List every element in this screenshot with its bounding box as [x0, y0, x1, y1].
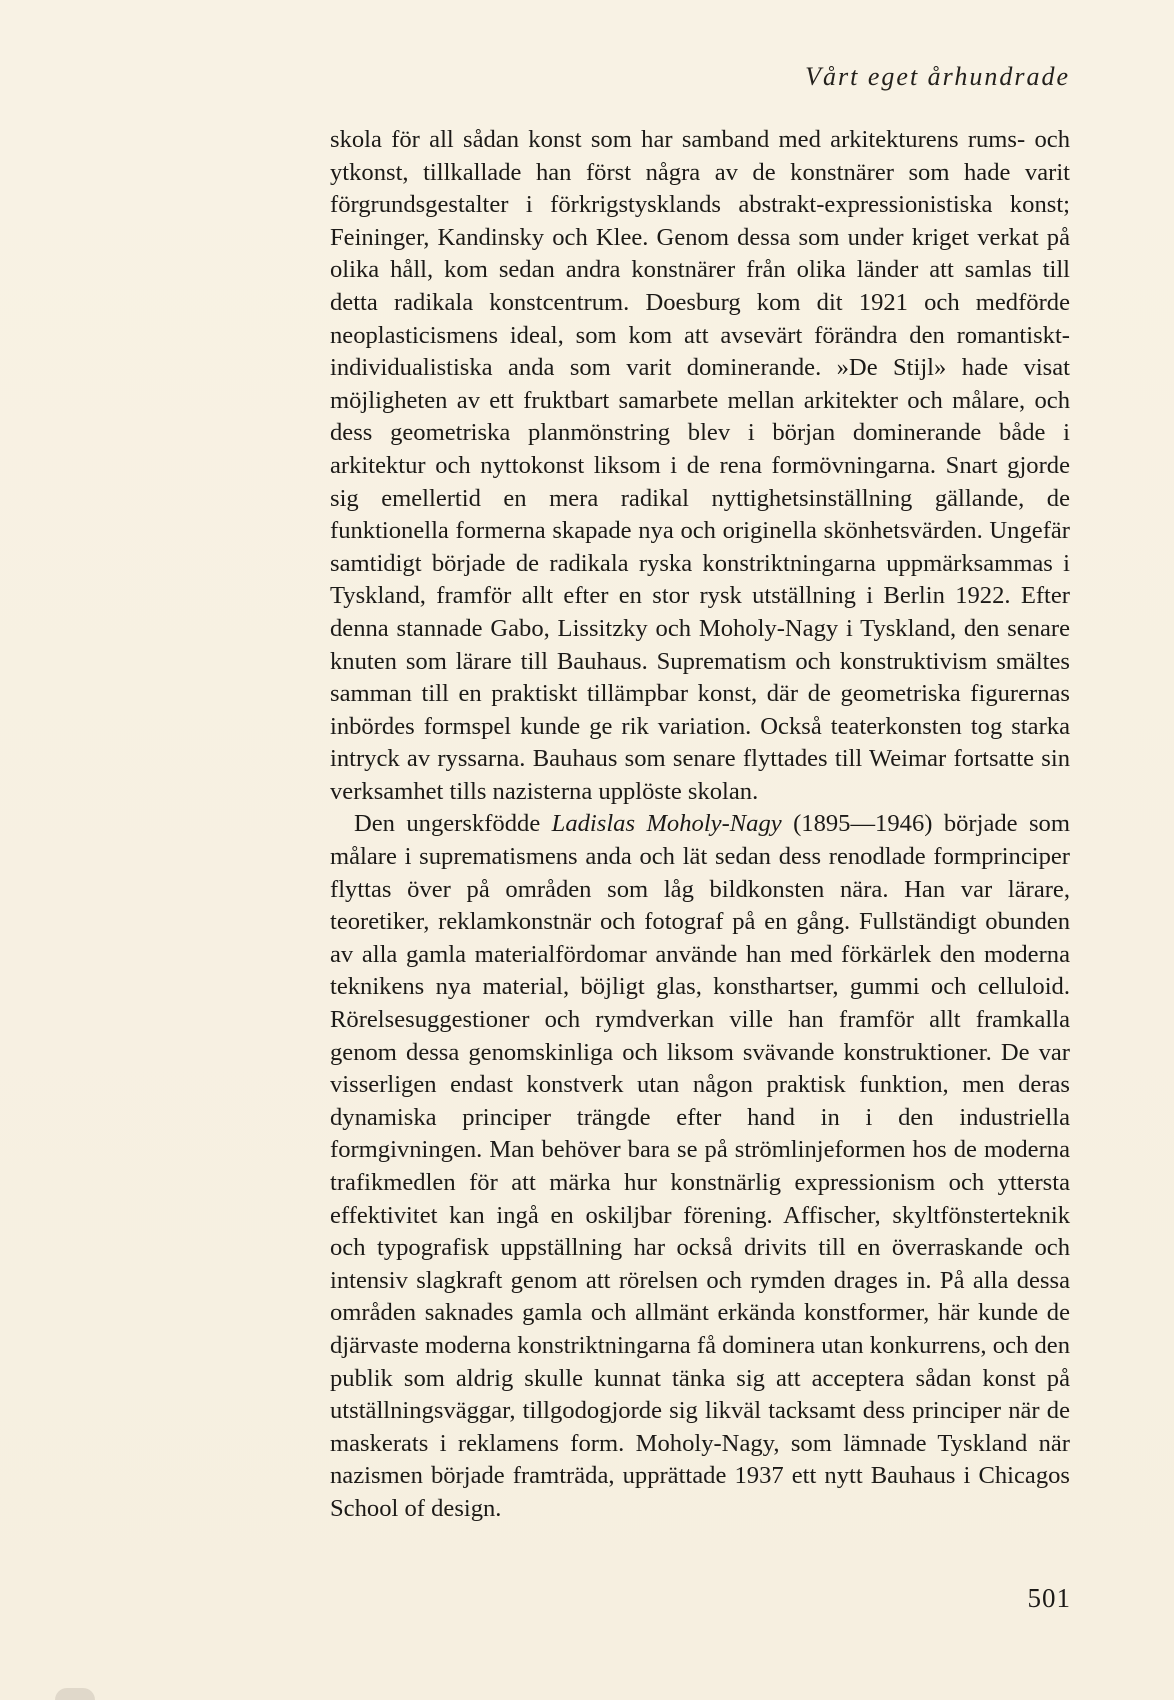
page-corner-mark [55, 1688, 95, 1700]
body-text [330, 124, 1070, 1526]
artist-name: Ladislas Moholy-Nagy [551, 810, 782, 838]
running-header-title: Vårt eget århundrade [805, 62, 1070, 91]
paragraph-2-intro: Den ungerskfödde [354, 810, 552, 838]
paragraph-1: skola för all sådan konst som har samband med arkitekturens rums- och ytkonst, tillkallade han först några av de konstnärer som hade varit förgrundsgestalter i förkrigstysklands abstrakt-expressionistiska konst; Feininger, Kandinsky och Klee. Genom dessa som under kriget verkat på olika håll, kom sedan andra konstnärer från olika länder att samlas till detta radikala konstcentrum. Doesburg kom dit 1921 och medförde neoplasticismens ideal, som kom att avsevärt förändra den romantiskt-individualistiska anda som varit dominerande. »De Stijl» hade visat möjligheten av ett fruktbart samarbete mellan arkitekter och målare, och dess geometriska planmönstring blev i början dominerande både i arkitektur och nyttokonst liksom i de rena formövningarna. Snart gjorde sig emellertid en mera radikal nyttighetsinställning gällande, de funktionella formerna skapade nya och originella skönhetsvärden. Ungefär samtidigt började de radikala ryska konstriktningarna uppmärksammas i Tyskland, framför allt efter en stor rysk utställning i Berlin 1922. Efter denna stannade Gabo, Lissitzky och Moholy-Nagy i Tyskland, den senare knuten som lärare till Bauhaus. Suprematism och konstruktivism smältes samman till en praktiskt tillämpbar konst, där de geometriska figurernas inbördes formspel kunde ge rik variation. Också teaterkonsten tog starka intryck av ryssarna. Bauhaus som senare flyttades till Weimar fortsatte sin verksamhet tills nazisterna upplöste skolan. [330, 126, 1070, 805]
paragraph-2 [330, 808, 1070, 1525]
paragraph-2-body: (1895—1946) började som målare i suprematismens anda och lät sedan dess renodlade formprinciper flyttas över på områden som låg bildkonsten nära. Han var lärare, teoretiker, reklamkonstnär och fotograf på en gång. Fullständigt obunden av alla gamla materialfördomar använde han med förkärlek den moderna teknikens nya material, böjligt glas, konsthartser, gummi och celluloid. Rörelsesuggestioner och rymdverkan ville han framför allt framkalla genom dessa genomskinliga och liksom svävande konstruktioner. De var visserligen endast konstverk utan någon praktisk funktion, men deras dynamiska principer trängde efter hand in i den industriella formgivningen. Man behöver bara se på strömlinjeformen hos de moderna trafikmedlen för att märka hur konstnärlig expressionism och yttersta effektivitet kan ingå en oskiljbar förening. Affischer, skyltfönsterteknik och typografisk uppställning har också drivits till en överraskande och intensiv slagkraft genom att rörelsen och rymden drages in. På alla dessa områden saknades gamla och allmänt erkända konstformer, här kunde de djärvaste moderna konstriktningarna få dominera utan konkurrens, och den publik som aldrig skulle kunnat tänka sig att acceptera sådan konst på utställningsväggar, tillgodogjorde sig likväl tacksamt dess principer när de maskerats i reklamens form. Moholy-Nagy, som lämnade Tyskland när nazismen började framträda, upprättade 1937 ett nytt Bauhaus i Chicagos School of design. [330, 810, 1070, 1522]
page-number: 501 [1027, 1583, 1071, 1613]
